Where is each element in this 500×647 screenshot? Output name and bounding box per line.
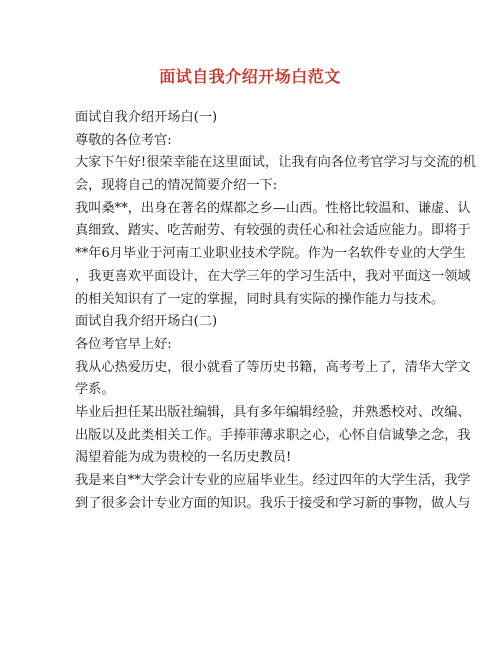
text-line: 我是来自**大学会计专业的应届毕业生。经过四年的大学生活，我学 [75,473,471,488]
text-line: 到了很多会计专业方面的知识。我乐于接受和学习新的事物，做人与 [75,495,471,511]
paragraph-heading-1 [75,107,435,130]
paragraph-salutation-1 [75,130,435,153]
text-line: 的相关知识有了一定的掌握，同时具有实际的操作能力与技术。 [75,291,445,307]
text-line: 我从心热爱历史，很小就看了等历史书籍，高考考上了，清华大学文 [75,359,471,375]
paragraph-heading-2 [75,311,435,334]
text-line: ，我更喜欢平面设计，在大学三年的学习生活中，我对平面这一领域 [75,268,471,284]
paragraph-greeting [75,152,476,197]
text-line: 各位考官早上好: [75,336,172,352]
paragraph-accounting-graduate [75,470,471,515]
text-line: 毕业后担任某出版社编辑，具有多年编辑经验，并熟悉校对、改编、 [75,404,471,420]
document-title: 面试自我介绍开场白范文 [159,67,341,86]
paragraph-introduction [75,198,471,311]
text-line: 尊敬的各位考官: [75,132,172,148]
text-line: 面试自我介绍开场白(二) [75,314,218,330]
text-line: 真细致、踏实、吃苦耐劳、有较强的责任心和社会适应能力。即将于 [75,223,471,239]
text-line: 面试自我介绍开场白(一) [75,110,218,125]
paragraph-history-interest [75,357,471,402]
text-line: **年6月毕业于河南工业职业技术学院。作为一名软件专业的大学生 [75,246,466,262]
text-line: 会，现将自己的情况简要介绍一下: [75,178,278,194]
text-line: 渴望着能为成为贵校的一名历史教员! [75,450,292,466]
text-line: 我叫桑**，出身在著名的煤都之乡—山西。性格比较温和、谦虚、认 [75,200,471,216]
paragraph-salutation-2 [75,334,435,357]
text-line: 大家下午好!很荣幸能在这里面试，让我有向各位考官学习与交流的机 [75,155,476,171]
text-line: 学系。 [75,382,115,398]
text-line: 出版以及此类相关工作。手捧菲薄求职之心，心怀自信诚挚之念，我 [75,427,471,443]
document-body [75,107,476,515]
paragraph-editor-experience [75,402,471,470]
